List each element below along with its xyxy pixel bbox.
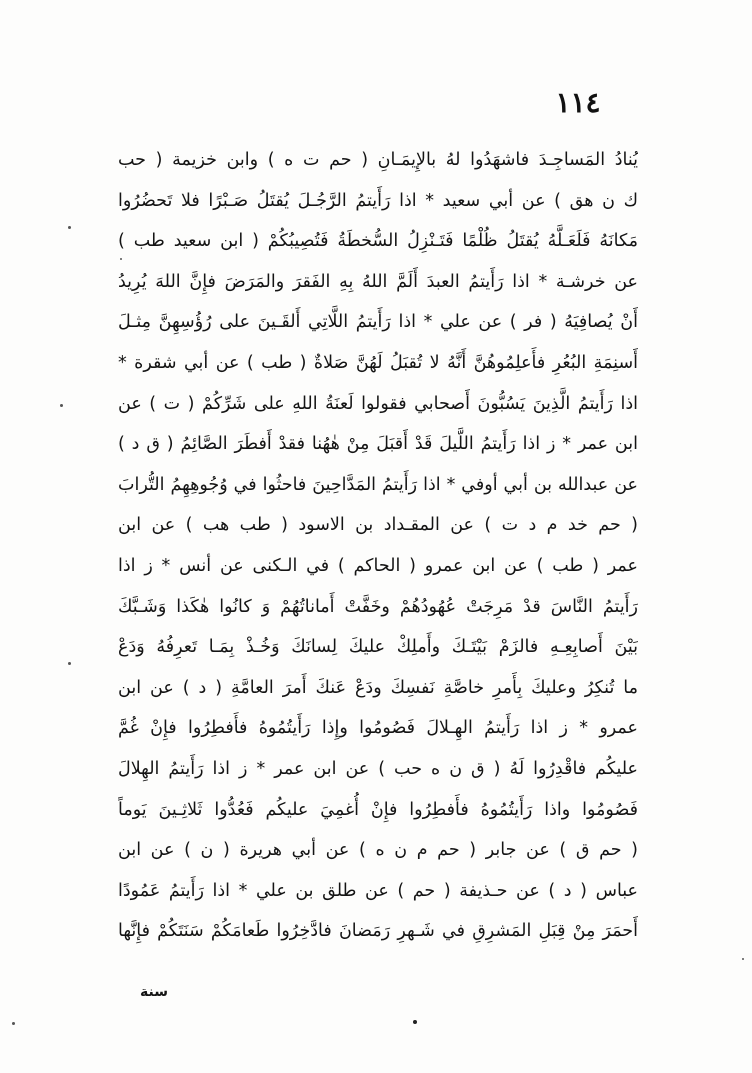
page-text <box>118 140 638 952</box>
ink-speck <box>68 662 71 665</box>
catchword: سنة <box>140 984 168 1000</box>
ink-speck <box>742 958 744 960</box>
ink-speck <box>68 226 71 229</box>
ink-speck <box>120 258 122 260</box>
text-line-19: عباس ( د ) عن حـذيفة ( حم ) عن طلق بن علي * اذا رَأَيتمُ عَمُودًا <box>118 880 638 901</box>
ink-speck <box>60 404 63 407</box>
text-line-9: عن عبدالله بن أبي أوفي * اذا رَأَيتمُ المَدَّاحِينَ فاحثُوا في وُجُوهِهِمُ التُّرابَ <box>118 474 638 495</box>
text-line-18: ( حم ق ) عن جابر ( حم م ن ه ) عن أبي هريرة ( ن ) عن ابن <box>118 840 638 861</box>
text-line-6: أَسنِمَةِ البُعُرِ فأَعلِمُوهُنَّ أَنَّهُ لا تُقبَلُ لَهُنَّ صَلاةٌ ( طب ) عن أبي شقرة * <box>118 352 638 373</box>
ink-speck <box>413 1020 417 1024</box>
text-line-15: عمرو * ز اذا رَأَيتمُ الهِـلالَ فَصُومُوا وإِذا رَأَيتُمُوهُ فأَفطِرُوا فإِنْ غُمَّ <box>118 718 638 739</box>
ink-speck <box>12 1022 15 1025</box>
text-line-2: ك ن هق ) عن أبي سعيد * اذا رَأَيتمُ الرَّجُـلَ يُقتَلُ صَـبْرًا فلا تَحضُرُوا <box>118 190 638 211</box>
text-line-20: أَحمَرَ مِنْ قِبَلِ المَشرِقِ في شَـهرِ رَمَضانَ فادَّخِرُوا طَعامَكُمْ سَنَتَكُمْ فإِنَّها <box>118 921 638 942</box>
text-line-1: يُنادُ المَساجِـدَ فاشهَدُوا لهُ بالإِيمَـانِ ( حم ت ه ) وابن خزيمة ( حب <box>118 150 638 170</box>
text-line-10: ( حم خد م د ت ) عن المقـداد بن الاسود ( طب هب ) عن ابن <box>118 515 638 536</box>
text-line-16: عليكُم فاقْدِرُوا لَهُ ( ق ن ه حب ) عن ابن عمر * ز اذا رَأَيتمُ الهِلالَ <box>118 758 638 779</box>
text-line-8: ابن عمر * ز اذا رَأَيتمُ اللَّيلَ قَدْ أَقبَلَ مِنْ هٰهُنا فقدْ أَفطَرَ الصَّائِمُ ( ق د ) <box>118 434 638 455</box>
text-line-12: رَأَيتمُ النَّاسَ قدْ مَرِجَتْ عُهُودُهُمْ وخَفَّتْ أَماناتُهُمْ وَ كانُوا هٰكَذا وَشَـبَّكَ <box>118 596 638 617</box>
text-line-11: عمر ( طب ) عن ابن عمرو ( الحاكم ) في الـكنى عن أنس * ز اذا <box>118 555 638 576</box>
text-line-13: بَيْنَ أَصابِعِـهِ فالزَمْ بَيْتَـكَ وأَملِكْ عليكَ لِسانَكَ وَخُـذْ بِمَـا تَعرِفُهُ وَدَعْ <box>118 637 638 658</box>
text-line-5: أَنْ يُصافِيَهُ ( فر ) عن علي * اذا رَأَيتمُ اللَّاتِي أَلقَـينَ على رُؤُسِهِنَّ مِثـلَ <box>118 312 638 333</box>
page-number: ١١٤ <box>555 86 601 119</box>
text-line-3: مَكانَهُ فَلَعَـلَّهُ يُقتَلُ ظُلْمًا فَتَـنْزِلُ السُّخطَةُ فَتُصِيبُكُمْ ( ابن سعيد طب ) <box>118 231 638 252</box>
text-line-14: ما تُنكِرُ وعليكَ بِأَمرِ خاصَّةِ نَفسِكَ ودَعْ عَنكَ أَمرَ العامَّةِ ( د ) عن ابن <box>118 677 638 698</box>
text-line-4: عن خرشـة * اذا رَأَيتمُ العبدَ أَلَمَّ اللهُ بِهِ الفَقرَ والمَرَضَ فإِنَّ اللهَ يُرِيدُ <box>118 271 638 292</box>
text-line-17: فَصُومُوا واذا رَأَيتُمُوهُ فأَفطِرُوا فإِنْ أُغمِيَ عليكُم فَعُدُّوا ثَلاثِـينَ يَوماً <box>118 799 638 820</box>
text-line-7: اذا رَأَيتمُ الَّذِينَ يَسُبُّونَ أَصحابي فقولوا لَعنَةُ اللهِ على شَرِّكُمْ ( ت ) عن <box>118 393 638 414</box>
